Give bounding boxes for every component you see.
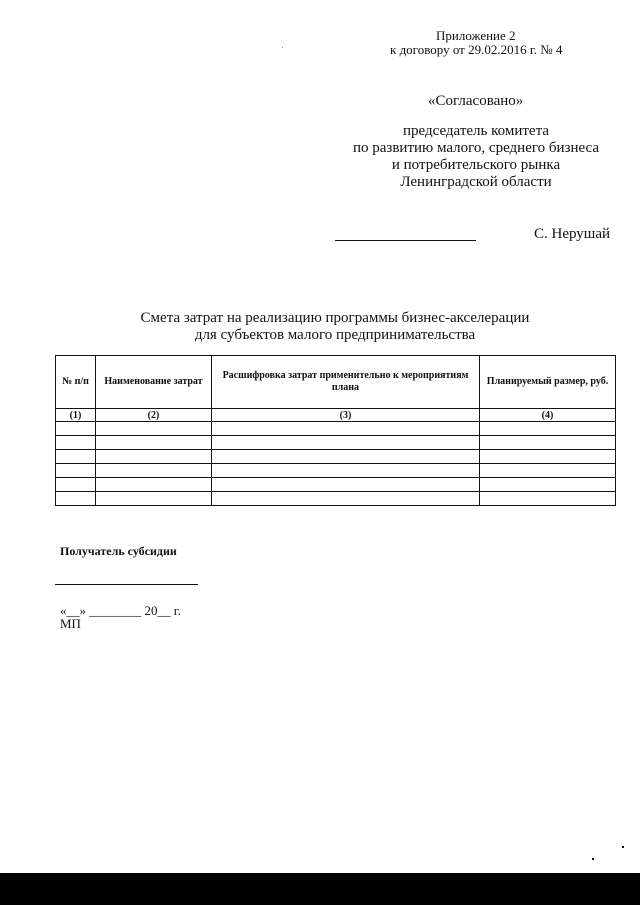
approver-position-line: и потребительского рынка — [391, 157, 561, 173]
column-number-cell: (2) — [96, 409, 212, 422]
document-title-line: для субъектов малого предпринимательства — [194, 327, 476, 343]
table-row — [56, 464, 616, 478]
approver-position-line: председатель комитета — [403, 123, 549, 139]
table-cell — [212, 478, 480, 492]
document-title — [120, 310, 550, 344]
table-cell — [96, 450, 212, 464]
table-cell — [96, 422, 212, 436]
table-cell — [56, 422, 96, 436]
table-row — [56, 450, 616, 464]
approver-signature-line — [335, 240, 476, 241]
column-number-cell: (3) — [212, 409, 480, 422]
seal-placeholder: МП — [60, 616, 81, 631]
column-number-cell: (4) — [480, 409, 616, 422]
table-row — [56, 436, 616, 450]
document-title-line: Смета затрат на реализацию программы бизнес-акселерации — [140, 310, 530, 326]
approval-stamp-text: «Согласовано» — [428, 93, 524, 109]
table-cell — [96, 464, 212, 478]
header-cell-cost-name: Наименование затрат — [96, 356, 212, 409]
appendix-label: Приложение 2 — [436, 28, 516, 43]
contract-reference: к договору от 29.02.2016 г. № 4 — [390, 42, 563, 57]
table-cell — [480, 436, 616, 450]
header-cell-planned-amount: Планируемый размер, руб. — [480, 356, 616, 409]
table-cell — [212, 450, 480, 464]
signature-date-line: «__» ________ 20__ г. — [60, 603, 181, 618]
table-header-row — [56, 356, 616, 409]
approver-position-line: по развитию малого, среднего бизнеса — [352, 140, 600, 156]
table-row — [56, 492, 616, 506]
table-cell — [480, 450, 616, 464]
cost-estimate-table — [55, 355, 616, 506]
table-row — [56, 422, 616, 436]
recipient-signature-line — [55, 584, 198, 585]
table-cell — [56, 450, 96, 464]
header-cell-cost-breakdown: Расшифровка затрат применительно к мероприятиям плана — [212, 356, 480, 409]
table-cell — [96, 436, 212, 450]
table-cell — [212, 464, 480, 478]
table-cell — [56, 464, 96, 478]
table-cell — [56, 436, 96, 450]
table-cell — [56, 478, 96, 492]
table-cell — [480, 492, 616, 506]
table-cell — [96, 492, 212, 506]
table-cell — [96, 478, 212, 492]
table-cell — [212, 436, 480, 450]
table-cell — [212, 422, 480, 436]
table-cell — [480, 422, 616, 436]
scan-border-bar — [0, 873, 640, 905]
table-cell — [480, 464, 616, 478]
scan-speck — [622, 846, 624, 848]
scan-speck — [592, 858, 594, 860]
approver-position-line: Ленинградской области — [400, 174, 552, 190]
column-number-row — [56, 409, 616, 422]
table-row — [56, 478, 616, 492]
scan-artifact — [282, 47, 283, 48]
approver-name: С. Нерушай — [534, 226, 611, 242]
table-cell — [480, 478, 616, 492]
table-cell — [56, 492, 96, 506]
recipient-label: Получатель субсидии — [60, 544, 177, 558]
approver-position — [340, 123, 612, 191]
header-cell-number: № п/п — [56, 356, 96, 409]
column-number-cell: (1) — [56, 409, 96, 422]
table-cell — [212, 492, 480, 506]
